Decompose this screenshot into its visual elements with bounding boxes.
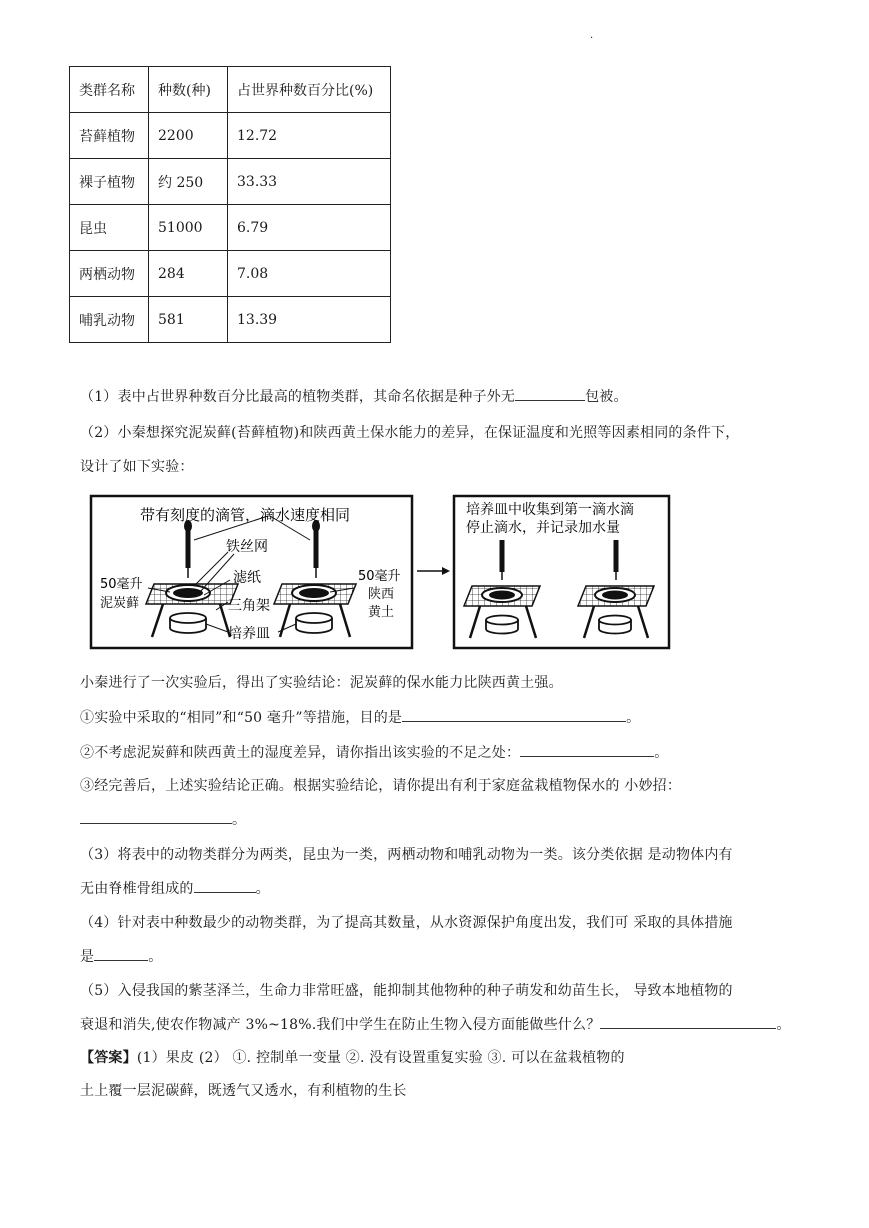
loess-volume-label: 50毫升 bbox=[358, 569, 401, 584]
answer-line-2: 土上覆一层泥碳藓，既透气又透水，有利植物的生长 bbox=[80, 1083, 407, 1099]
sub-question-3-end: 。 bbox=[232, 812, 247, 828]
loess-sample-icon bbox=[299, 588, 329, 598]
loess-name-label-2: 黄土 bbox=[368, 605, 395, 620]
sub-question-1-end: 。 bbox=[626, 710, 641, 726]
question-3-text: 无由脊椎骨组成的 bbox=[80, 881, 194, 897]
question-5-text: 衰退和消失,使农作物减产 3%~18%.我们中学生在防止生物入侵方面能做些什么？ bbox=[80, 1017, 601, 1033]
peat-name-label: 泥炭藓 bbox=[100, 596, 140, 611]
question-3-end: 。 bbox=[255, 881, 270, 897]
table-header-row bbox=[70, 67, 391, 113]
question-4-line-1: （4）针对表中种数最少的动物类群，为了提高其数量，从水资源保护角度出发，我们可 采取的具体措施 bbox=[80, 915, 733, 931]
table-cell: 昆虫 bbox=[70, 205, 149, 251]
table-cell: 裸子植物 bbox=[70, 159, 149, 205]
question-1-end: 包被。 bbox=[585, 389, 628, 405]
question-5-end: 。 bbox=[776, 1017, 791, 1033]
table-cell: 哺乳动物 bbox=[70, 297, 149, 343]
table-cell: 581 bbox=[149, 297, 228, 343]
question-1-text: （1）表中占世界种数百分比最高的植物类群，其命名依据是种子外无 bbox=[80, 389, 516, 405]
dropper-label: 带有刻度的滴管，滴水速度相同 bbox=[140, 506, 351, 524]
petri-dish-icon bbox=[486, 616, 518, 625]
question-5-line-2 bbox=[80, 1014, 791, 1034]
header-dot: . bbox=[590, 30, 594, 41]
peat-volume-label: 50毫升 bbox=[100, 577, 143, 592]
table-row bbox=[70, 113, 391, 159]
question-3-line-1: （3）将表中的动物类群分为两类，昆虫为一类，两栖动物和哺乳动物为一类。该分类依据 是动物体内有 bbox=[80, 847, 733, 863]
table-row bbox=[70, 205, 391, 251]
table-cell: 284 bbox=[149, 251, 228, 297]
table-cell: 约 250 bbox=[149, 159, 228, 205]
question-2-line-1: （2）小秦想探究泥炭藓(苔藓植物)和陕西黄土保水能力的差异，在保证温度和光照等因素相同的条件下， bbox=[80, 425, 740, 441]
sub-question-2 bbox=[80, 742, 668, 762]
species-table bbox=[69, 66, 391, 343]
table-header-cell: 类群名称 bbox=[70, 67, 149, 113]
loess-sample-icon bbox=[602, 591, 628, 600]
table-cell: 12.72 bbox=[228, 113, 391, 159]
answer-blank bbox=[194, 878, 256, 893]
loess-name-label-1: 陕西 bbox=[368, 587, 395, 602]
result-label-line-2: 停止滴水，并记录加水量 bbox=[466, 520, 620, 536]
question-5-line-1: （5）入侵我国的紫茎泽兰，生命力非常旺盛，能抑制其他物种的种子萌发和幼苗生长， 导致本地植物的 bbox=[80, 983, 733, 999]
filter-paper-label: 滤纸 bbox=[233, 570, 261, 586]
sub-question-2-text: ②不考虑泥炭藓和陕西黄土的湿度差异，请你指出该实验的不足之处： bbox=[80, 745, 521, 761]
table-cell: 7.08 bbox=[228, 251, 391, 297]
tripod-label: 三角架 bbox=[228, 598, 270, 614]
answer-blank bbox=[402, 707, 626, 722]
table-cell: 51000 bbox=[149, 205, 228, 251]
experiment-figure bbox=[88, 492, 673, 652]
table-header-cell: 占世界种数百分比(%) bbox=[228, 67, 391, 113]
experiment-conclusion: 小秦进行了一次实验后，得出了实验结论：泥炭藓的保水能力比陕西黄土强。 bbox=[80, 675, 563, 691]
question-4-text: 是 bbox=[80, 949, 95, 965]
wire-mesh-label: 铁丝网 bbox=[226, 539, 268, 555]
sub-question-3: ③经完善后，上述实验结论正确。根据实验结论，请你提出有利于家庭盆栽植物保水的 小妙招： bbox=[80, 778, 682, 794]
answer-blank bbox=[515, 386, 585, 401]
table-cell: 2200 bbox=[149, 113, 228, 159]
peat-moss-sample-icon bbox=[173, 588, 203, 598]
answer-blank bbox=[520, 742, 654, 757]
table-cell: 两栖动物 bbox=[70, 251, 149, 297]
sub-question-1 bbox=[80, 707, 640, 727]
question-4-line-2 bbox=[80, 946, 162, 966]
answer-text-1: (1）果皮 (2） ①. 控制单一变量 ②. 没有设置重复实验 ③. 可以在盆栽植物的 bbox=[136, 1050, 625, 1066]
question-2-line-2: 设计了如下实验： bbox=[80, 459, 194, 475]
table-row bbox=[70, 251, 391, 297]
answer-blank bbox=[80, 809, 232, 824]
table-cell: 13.39 bbox=[228, 297, 391, 343]
table-cell: 苔藓植物 bbox=[70, 113, 149, 159]
answer-line-1 bbox=[80, 1047, 625, 1067]
answer-blank bbox=[94, 946, 148, 961]
answer-label: 【答案】 bbox=[80, 1050, 137, 1066]
question-1 bbox=[80, 386, 628, 406]
arrow-right-icon bbox=[417, 567, 450, 575]
petri-dish-icon bbox=[599, 616, 631, 625]
result-label-line-1: 培养皿中收集到第一滴水滴 bbox=[466, 502, 634, 518]
sub-question-1-text: ①实验中采取的“相同”和“50 毫升”等措施，目的是 bbox=[80, 710, 403, 726]
answer-blank bbox=[600, 1014, 776, 1029]
question-3-line-2 bbox=[80, 878, 270, 898]
sub-question-2-end: 。 bbox=[654, 745, 669, 761]
table-header-cell: 种数(种) bbox=[149, 67, 228, 113]
sub-question-3-answer bbox=[80, 809, 246, 829]
table-row bbox=[70, 159, 391, 205]
table-cell: 33.33 bbox=[228, 159, 391, 205]
petri-dish-label: 培养皿 bbox=[228, 626, 270, 642]
peat-moss-sample-icon bbox=[489, 591, 515, 600]
table-row bbox=[70, 297, 391, 343]
question-4-end: 。 bbox=[148, 949, 163, 965]
table-cell: 6.79 bbox=[228, 205, 391, 251]
